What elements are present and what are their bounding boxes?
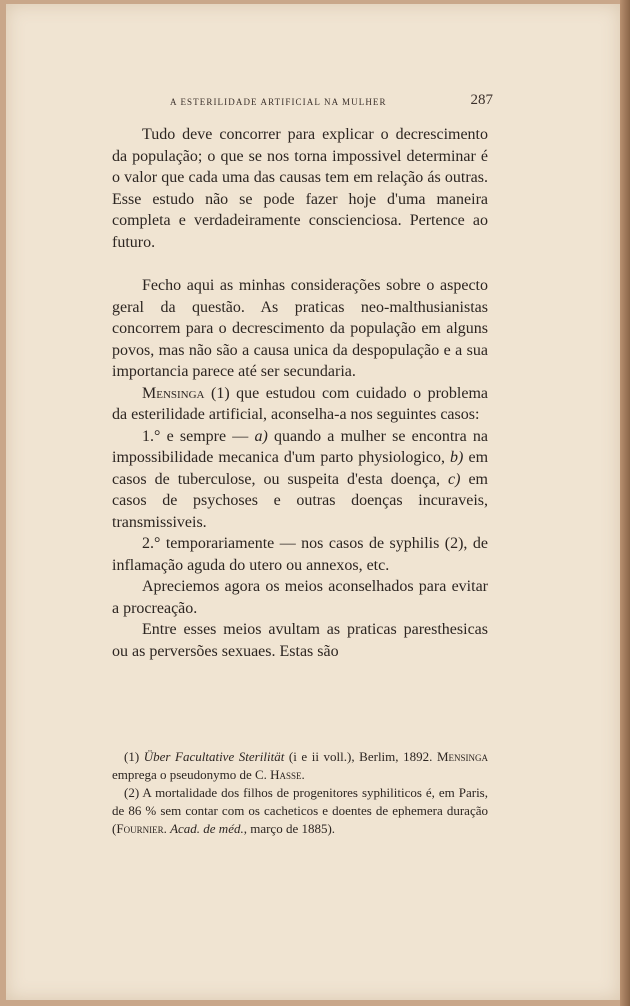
paragraph: Fecho aqui as minhas considerações sobre o aspecto geral da questão. As praticas neo-malthusianistas concorrem para o decrescimento da população em alguns povos, mas não são a causa unica da despopulação e a sua importancia parece até ser secundaria. (112, 277, 488, 380)
paragraph: Tudo deve concorrer para explicar o decrescimento da população; o que se nos torna impossivel determinar é o valor que cada uma das causas tem em relação ás outras. Esse estudo não se pode fazer hoje d'uma maneira completa e verdadeiramente conscienciosa. Pertence ao futuro. (112, 126, 488, 251)
list-marker: b) (450, 449, 464, 466)
body-text (112, 124, 488, 662)
paragraph-text: 1.° e sempre — (142, 427, 255, 445)
running-title: A ESTERILIDADE ARTIFICIAL NA MULHER (170, 97, 387, 107)
paragraph: Entre esses meios avultam as praticas paresthesicas ou as perversões sexuaes. Estas são (112, 621, 488, 660)
author-name: Fournier (116, 821, 164, 836)
paragraph-text: quando a mulher se encontra na impossibilidade mecanica d'um parto physiologico, (112, 427, 489, 466)
author-name: Mensinga (142, 384, 205, 402)
footnote-text: , março de 1885). (243, 821, 336, 836)
paragraph (112, 426, 488, 534)
footnote-text: (2) A mortalidade dos filhos de progenitores syphiliticos é, em Paris, de 86 % sem contar com os cacheticos e doentes de ephemera duração ( (112, 785, 488, 836)
paragraph-text: em casos de psychoses e outras doenças incuraveis, transmissiveis. (112, 470, 489, 531)
footnote-1 (112, 748, 488, 784)
author-name: Mensinga (436, 749, 488, 764)
paragraph: Apreciemos agora os meios aconselhados para evitar a procreação. (112, 578, 488, 617)
paragraph (112, 383, 488, 426)
paragraph: 2.° temporariamente — nos casos de syphilis (2), de inflamação aguda do utero ou annexos, etc. (112, 535, 488, 574)
journal-title: Acad. de méd. (170, 821, 244, 836)
paragraph-text: (1) que estudou com cuidado o problema da esterilidade artificial, aconselha-a nos seguintes casos: (112, 384, 488, 423)
footnotes (112, 748, 488, 838)
footnote-text: (i e ii voll.), Berlim, 1892. (284, 749, 433, 764)
list-marker: c) (448, 470, 461, 488)
footnote-text: . (163, 821, 171, 836)
footnote-number: (1) (124, 749, 144, 764)
page-number: 287 (470, 92, 493, 108)
footnote-2 (112, 784, 488, 838)
footnote-text: emprega o pseudonymo de (112, 767, 255, 782)
pseudonym: C. Hasse (254, 767, 302, 782)
book-edge (620, 0, 630, 1006)
list-marker: a) (254, 427, 268, 445)
book-title: Über Facultative Sterilität (143, 749, 285, 764)
page-header (118, 92, 493, 114)
footnote-text: . (301, 767, 305, 782)
paragraph-text: em casos de tuberculose, ou suspeita d'esta doença, (112, 449, 489, 488)
